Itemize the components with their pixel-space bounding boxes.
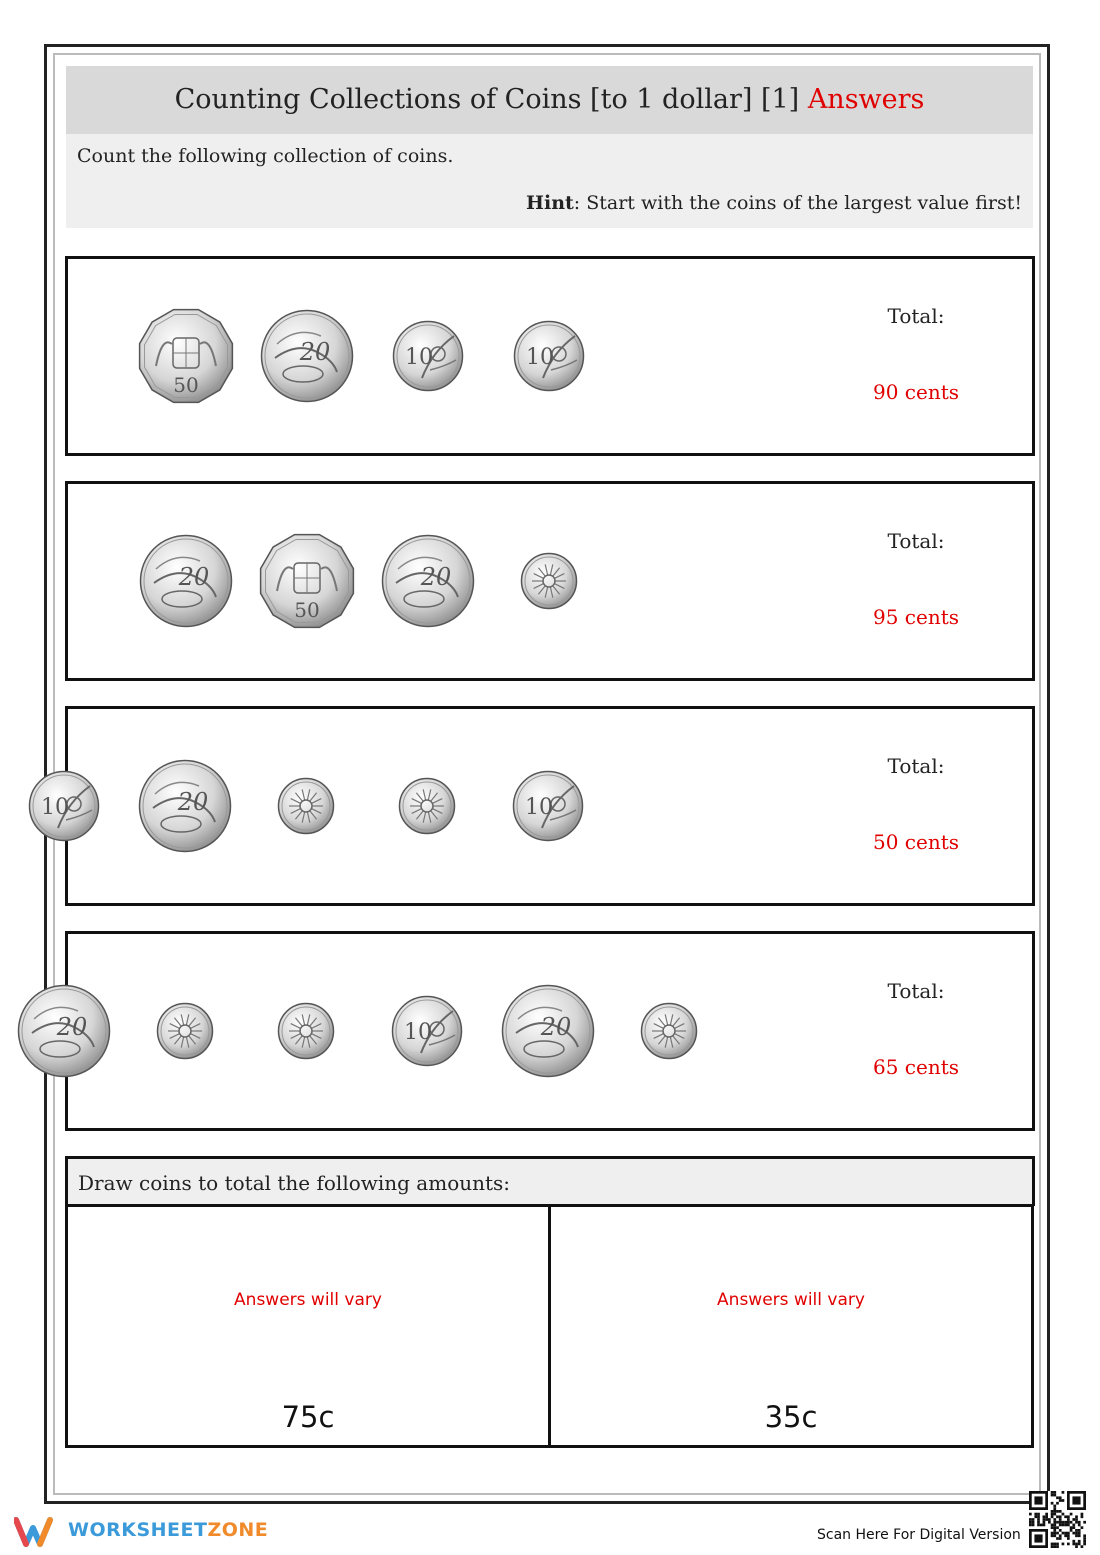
total-label: Total:	[887, 754, 945, 778]
ten-cent-coin-icon	[513, 320, 585, 392]
five-cent-coin-icon	[156, 1002, 214, 1060]
ten-cent-coin-icon	[28, 770, 100, 842]
total-label: Total:	[887, 304, 945, 328]
five-cent-coin-icon	[640, 1002, 698, 1060]
draw-box-2	[548, 1204, 1034, 1448]
twenty-cent-coin-icon	[381, 534, 475, 628]
scan-text: Scan Here For Digital Version	[817, 1527, 1021, 1543]
ten-cent-coin-icon	[512, 770, 584, 842]
svg-text:10: 10	[525, 795, 553, 820]
worksheet-title	[66, 66, 1033, 134]
svg-text:10: 10	[526, 345, 554, 370]
answers-vary-note: Answers will vary	[234, 1290, 382, 1310]
svg-text:20: 20	[56, 1013, 88, 1041]
total-label: Total:	[887, 979, 945, 1003]
ten-cent-coin-icon	[391, 995, 463, 1067]
svg-text:10: 10	[405, 345, 433, 370]
brand-part-2: ZONE	[207, 1519, 269, 1541]
twenty-cent-coin-icon	[260, 309, 354, 403]
svg-text:50: 50	[173, 373, 199, 397]
total-answer: 65 cents	[872, 1055, 960, 1079]
hint-body: : Start with the coins of the largest value first!	[573, 192, 1022, 214]
twenty-cent-coin-icon	[138, 759, 232, 853]
draw-box-1	[65, 1204, 551, 1448]
twenty-cent-coin-icon	[501, 984, 595, 1078]
draw-section-header	[65, 1156, 1035, 1206]
five-cent-coin-icon	[398, 777, 456, 835]
ten-cent-coin-icon	[392, 320, 464, 392]
svg-text:20: 20	[420, 563, 452, 591]
problem-panel-3	[41, 706, 1035, 906]
five-cent-coin-icon	[277, 1002, 335, 1060]
fifty-cent-coin-icon	[136, 306, 236, 406]
total-label: Total:	[887, 529, 945, 553]
svg-text:50: 50	[294, 598, 320, 622]
problem-panel-1	[65, 256, 1035, 456]
total-answer: 95 cents	[872, 605, 960, 629]
twenty-cent-coin-icon	[139, 534, 233, 628]
instruction-text: Count the following collection of coins.	[77, 145, 454, 167]
svg-text:20: 20	[178, 563, 210, 591]
worksheetzone-logo-icon	[14, 1514, 62, 1548]
instructions-box	[66, 134, 1033, 228]
target-amount: 35c	[764, 1400, 818, 1434]
fifty-cent-coin-icon	[257, 531, 357, 631]
brand-name	[68, 1519, 268, 1541]
svg-text:20: 20	[299, 338, 331, 366]
svg-text:10: 10	[404, 1020, 432, 1045]
title-text: Counting Collections of Coins [to 1 dollar] [1]	[174, 84, 800, 115]
total-answer: 50 cents	[872, 830, 960, 854]
twenty-cent-coin-icon	[17, 984, 111, 1078]
five-cent-coin-icon	[520, 552, 578, 610]
brand-part-1: WORKSHEET	[68, 1519, 208, 1541]
answers-vary-note: Answers will vary	[717, 1290, 865, 1310]
svg-text:20: 20	[540, 1013, 572, 1041]
svg-text:20: 20	[177, 788, 209, 816]
svg-text:10: 10	[41, 795, 69, 820]
answers-label: Answers	[807, 84, 925, 115]
problem-panel-2	[65, 481, 1035, 681]
hint-label: Hint	[526, 192, 574, 214]
problem-panel-4	[56, 931, 1035, 1131]
five-cent-coin-icon	[277, 777, 335, 835]
hint-text	[526, 192, 1022, 214]
target-amount: 75c	[281, 1400, 335, 1434]
draw-prompt: Draw coins to total the following amounts:	[78, 1171, 511, 1195]
total-answer: 90 cents	[872, 380, 960, 404]
qr-code-icon[interactable]	[1029, 1491, 1086, 1548]
